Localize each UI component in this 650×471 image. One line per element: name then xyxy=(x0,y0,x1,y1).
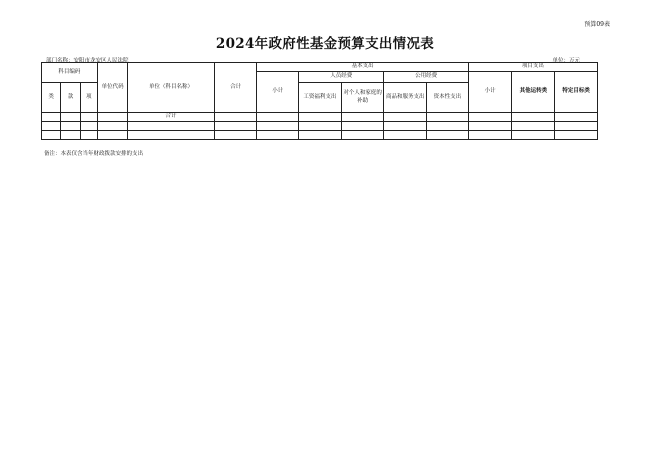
project-expenditure-header: 项目支出 xyxy=(468,63,597,72)
personnel-header: 人员经费 xyxy=(299,72,384,83)
goods-services-header: 商品和服务支出 xyxy=(384,83,427,113)
basic-expenditure-header: 基本支出 xyxy=(257,63,468,72)
unit-name-header: 单位（科目名称） xyxy=(128,63,214,113)
category-header: 类 xyxy=(42,83,61,113)
page-title: 2024年政府性基金预算支出情况表 xyxy=(215,36,435,52)
subsidy-header: 对个人和家庭的补助 xyxy=(341,83,384,113)
table-row xyxy=(42,131,598,140)
basic-subtotal-header: 小计 xyxy=(257,72,299,113)
item-header: 项 xyxy=(80,83,97,113)
table-row xyxy=(42,113,598,122)
public-expense-header: 公用经费 xyxy=(384,72,468,83)
form-number: 预算09表 xyxy=(584,21,610,28)
total-header: 合计 xyxy=(214,63,257,113)
capital-header: 资本性支出 xyxy=(427,83,469,113)
expenditure-table xyxy=(41,62,598,140)
project-subtotal-header: 小计 xyxy=(468,72,512,113)
salary-header: 工资福利支出 xyxy=(299,83,342,113)
currency-unit: 单位：万元 xyxy=(552,58,580,64)
total-row-label: 合计 xyxy=(128,113,214,122)
subject-code-header: 科目编码 xyxy=(42,63,98,83)
specific-target-header: 特定目标类 xyxy=(555,72,598,113)
header-row-1 xyxy=(42,63,598,72)
department-name: 部门名称：安阳市龙安区人民法院 xyxy=(46,58,129,64)
unit-code-header: 单位代码 xyxy=(97,63,127,113)
footnote: 备注：本表仅含当年财政拨款安排的支出 xyxy=(44,151,144,157)
kind-header: 款 xyxy=(61,83,80,113)
other-transfer-header: 其他运转类 xyxy=(512,72,555,113)
table-row xyxy=(42,122,598,131)
